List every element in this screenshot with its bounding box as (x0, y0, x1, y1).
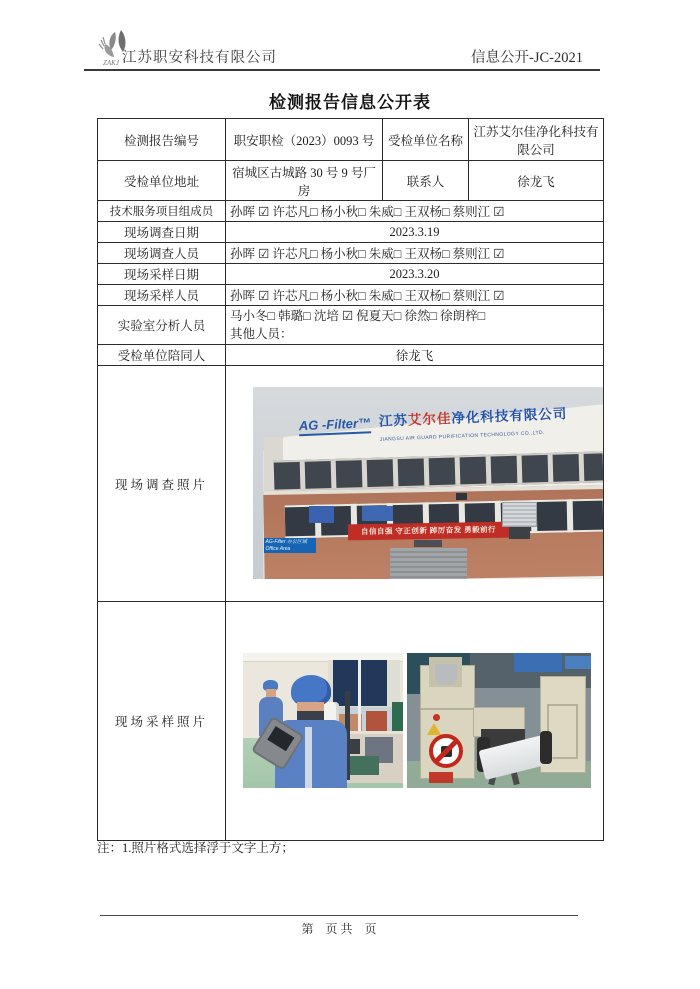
survey-photo (253, 387, 603, 579)
table-row (98, 345, 604, 366)
page-number: 第 页 共 页 (301, 922, 377, 936)
table-row (98, 264, 604, 285)
roller-door (390, 548, 467, 579)
survey-staff-label: 现场调查人员 (98, 243, 226, 264)
survey-date-value: 2023.3.19 (226, 222, 604, 243)
red-banner: 自信自强 守正创新 踔厉奋发 勇毅前行 (347, 522, 508, 541)
sampling-photo-label: 现场采样照片 (98, 602, 226, 841)
outside-building (366, 711, 387, 732)
survey-staff-value: 孙晖 ☑ 许芯凡□ 杨小秋□ 朱威□ 王双杨□ 蔡则江 ☑ (226, 243, 604, 264)
silver-funnel (435, 664, 457, 686)
sampling-photos (243, 653, 591, 788)
sampling-photo-right (407, 653, 591, 788)
sampling-photo-left (243, 653, 403, 788)
warning-triangle-icon (427, 723, 441, 735)
logo-abbr-text: ZAKJ (103, 59, 119, 67)
contact-value: 徐龙飞 (469, 161, 604, 201)
unit-name-label: 受检单位名称 (383, 119, 469, 161)
blue-window-item (565, 656, 591, 670)
escort-label: 受检单位陪同人 (98, 345, 226, 366)
hand-glyph (441, 746, 452, 757)
report-no-label: 检测报告编号 (98, 119, 226, 161)
table-row (98, 243, 604, 264)
table-row (98, 285, 604, 306)
device-screen (268, 727, 294, 751)
sampling-photo-cell (226, 602, 604, 841)
window-mullion (358, 660, 361, 737)
sampling-staff-label: 现场采样人员 (98, 285, 226, 306)
table-row (98, 201, 604, 222)
office-area-sign: AG-Filter 办公区域 Office Area (264, 538, 317, 553)
blue-window-item (514, 653, 562, 672)
team-members: 孙晖 ☑ 许芯凡□ 杨小秋□ 朱威□ 王双杨□ 蔡则江 ☑ (226, 201, 604, 222)
unit-addr-value: 宿城区古城路 30 号 9 号厂房 (226, 161, 383, 201)
window-blue-item (362, 506, 394, 521)
lab-staff-line1: 马小冬□ 韩璐□ 沈培 ☑ 倪夏天□ 徐然□ 徐朗梓□ (230, 309, 486, 323)
building-sign-en: JIANGSU AIR GUARD PURIFICATION TECHNOLOGY CO.,LTD. (379, 429, 545, 443)
unit-addr-label: 受检单位地址 (98, 161, 226, 201)
sampling-date-value: 2023.3.20 (226, 264, 604, 285)
page-title: 检测报告信息公开表 (269, 93, 431, 112)
survey-photo-label: 现场调查照片 (98, 366, 226, 602)
brand-logo-text: AG -Filter™ (298, 415, 371, 436)
table-row (98, 366, 604, 602)
info-table (97, 118, 604, 841)
company-name: 江苏职安科技有限公司 (122, 50, 277, 66)
ac-unit (502, 502, 537, 527)
red-button (433, 714, 440, 721)
red-label (429, 772, 453, 783)
lab-staff-line2: 其他人员： (230, 327, 293, 341)
lab-staff-value (226, 306, 604, 345)
table-row (98, 602, 604, 841)
table-row (98, 119, 604, 161)
doc-code: 信息公开-JC-2021 (471, 50, 583, 66)
sampling-staff-value: 孙晖 ☑ 许芯凡□ 杨小秋□ 朱威□ 王双杨□ 蔡则江 ☑ (226, 285, 604, 306)
table-row (98, 306, 604, 345)
lab-staff-label: 实验室分析人员 (98, 306, 226, 345)
green-cabinet (392, 702, 403, 732)
sampling-date-label: 现场采样日期 (98, 264, 226, 285)
footnote: 注：1.照片格式选择浮于文字上方； (97, 841, 294, 855)
team-label: 技术服务项目组成员 (98, 201, 226, 222)
ac-bracket (509, 527, 530, 539)
footer-rule (100, 915, 578, 916)
roller (540, 731, 553, 763)
no-touch-sign-icon (429, 734, 463, 768)
panel-seam (421, 708, 474, 710)
unit-name-value: 江苏艾尔佳净化科技有限公司 (469, 119, 604, 161)
suit-strap (305, 727, 311, 788)
survey-photo-cell (226, 366, 604, 602)
report-no-value: 职安职检（2023）0093 号 (226, 119, 383, 161)
building-sign-cn: 江苏艾尔佳净化科技有限公司 JIANGSU AIR GUARD PURIFICATION TECHNOLOGY CO.,LTD. (378, 405, 568, 443)
table-row (98, 161, 604, 201)
door-sign (414, 540, 442, 548)
table-row (98, 222, 604, 243)
window-blue-item (309, 506, 334, 523)
survey-date-label: 现场调查日期 (98, 222, 226, 243)
contact-label: 联系人 (383, 161, 469, 201)
header-rule (84, 69, 600, 71)
wall-fixture (456, 493, 467, 501)
escort-value: 徐龙飞 (226, 345, 604, 366)
